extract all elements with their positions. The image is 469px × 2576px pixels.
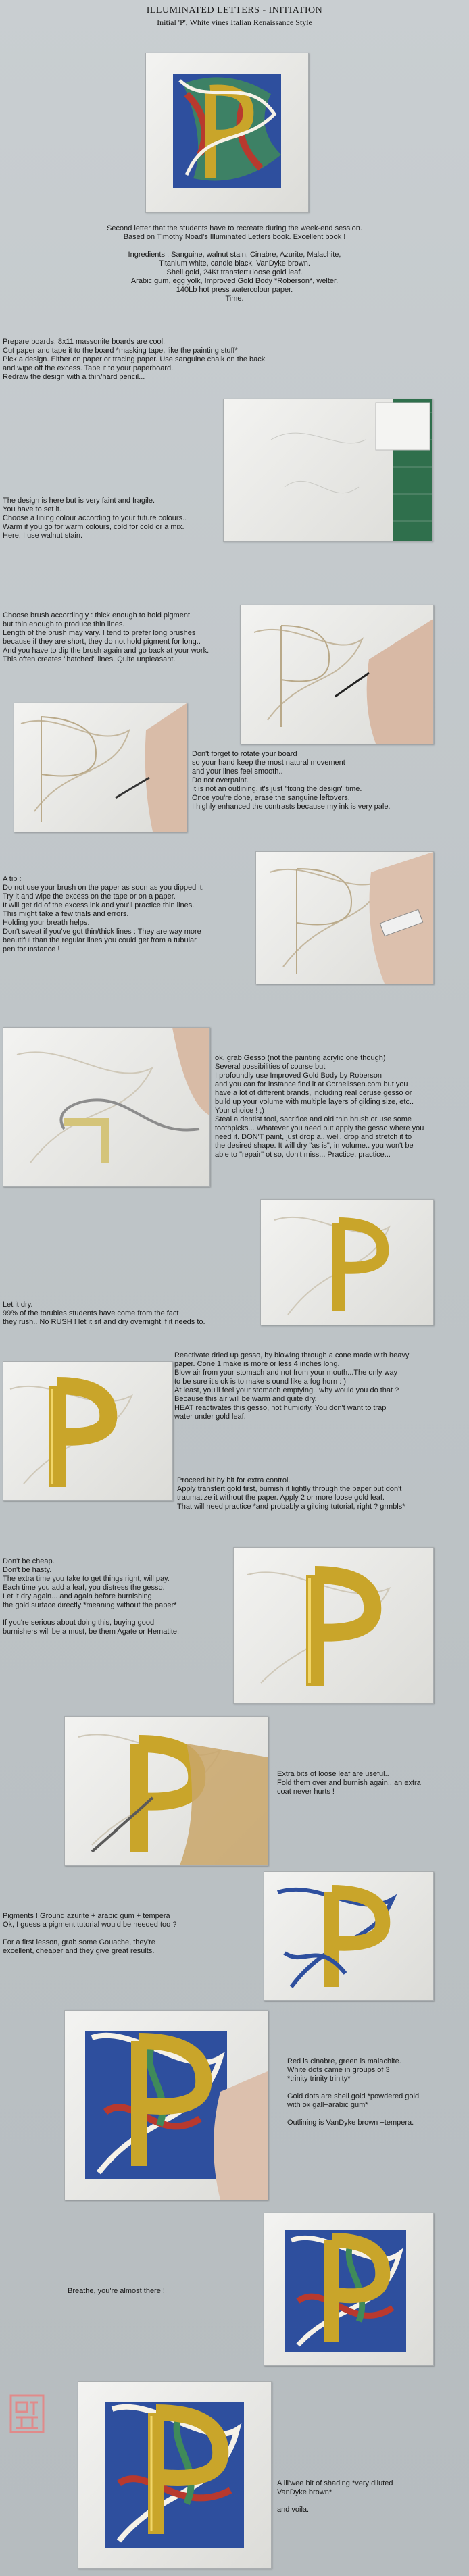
step-3-text: Choose brush accordingly : thick enough to hold pigment but thin enough to produce thin lines. Length of the brush may vary. I tend to prefer long brushes because if they are short, they do not hold pigment for long.. And you have to dip the brush again and go back at your work. This often creates "hatched" lines. Quite unpleasant. <box>3 611 209 663</box>
step-7-text: Let it dry. 99% of the torubles students have come from the fact they rush.. No RUSH ! let it sit and dry overnight if it needs to. <box>3 1300 205 1326</box>
photo-brush-detail <box>14 703 187 832</box>
step-1-text: Prepare boards, 8x11 massonite boards are cool. Cut paper and tape it to the board *masking tape, like the painting stuff* Pick a design. Either on paper or tracing paper. Use sanguine chalk on the back and wipe off the excess. Tape it to your paperboard. Redraw the design with a thin/hard pencil... <box>3 338 266 381</box>
photo-final-letter <box>78 2381 272 2569</box>
photo-erasing <box>255 851 434 984</box>
step-11-text: Extra bits of loose leaf are useful.. Fold them over and burnish again.. an extra coat never hurts ! <box>277 1770 421 1796</box>
step-9-text: Proceed bit by bit for extra control. Apply transfert gold first, burnish it lightly through the paper but don't traumatize it without the paper. Apply 2 or more loose gold leaf. That will need practice *and probably a gilding tutorial, right ? grmbls* <box>177 1476 405 1511</box>
photo-burnishing <box>64 1716 268 1866</box>
step-12-text: Pigments ! Ground azurite + arabic gum + tempera Ok, I guess a pigment tutorial would be needed too ? For a first lesson, grab some Gouache, they're excellent, cheaper and they give great results. <box>3 1912 177 1955</box>
photo-nearly-finished <box>264 2213 434 2366</box>
intro-text: Second letter that the students have to recreate during the week-end session. Based on Timothy Noad's Illuminated Letters book. Excellent book ! Ingredients : Sanguine, walnut stain, Cinabre, Azurite, Malachite, Titanium white, candle black, VanDyke brown. Shell gold, 24Kt transfert+loose gold leaf. Arabic gum, egg yolk, Improved Gold Body *Roberson*, welter. 140Lb hot press watercolour paper. Time. <box>107 224 362 303</box>
photo-gilded-large <box>233 1547 434 1704</box>
photo-finished-letter <box>145 53 309 213</box>
step-6-text: ok, grab Gesso (not the painting acrylic one though) Several possibilities of course but I profoundly use Improved Gold Body by Roberson and you can for instance find it at Cornelissen.com but you have a lot of different brands, including real ceruse gesso or build up your volume with multiple layers of gilding size, etc.. Your choice ! ;) Steal a dentist tool, sacrifice and old thin brush or use some toothpicks... Whatever you need but apply the gesso where you need it. DON'T paint, just drop a.. well, drop and stretch it to the desired shape. It will dry "as is", in volume.. you won't be able to "repair" ot so, don't miss... Practice, practice... <box>215 1054 424 1159</box>
photo-pencil-sketch <box>223 399 433 542</box>
step-13-text: Red is cinabre, green is malachite. White dots came in groups of 3 *trinity trinity trinity* Gold dots are shell gold *powdered gold with ox gall+arabic gum* Outlining is VanDyke brown +tempera. <box>287 2057 420 2127</box>
illuminated-letter-image <box>146 53 308 212</box>
step-5-text: A tip : Do not use your brush on the paper as soon as you dipped it. Try it and wipe the excess on the tape or on a paper. It will get rid of the excess ink and you'll practice thin lines. This might take a few trials and errors. Holding your breath helps. Don't sweat if you've got thin/thick lines : They are way more beautiful than the regular lines you could get from a tubular pen for instance ! <box>3 875 204 953</box>
step-8-text: Reactivate dried up gesso, by blowing through a cone made with heavy paper. Cone 1 make is more or less 4 inches long. Blow air from your stomach and not from your mouth...The only way to be sure it's ok is to make s ound like a fog horn : ) At least, you'll feel your stomach emptying.. why would you do that ? Because this air will be warm and quite dry. HEAT reactivates this gesso, not humidity. You don't want to trap water under gold leaf. <box>174 1351 410 1421</box>
seal-logo-icon <box>7 2392 47 2436</box>
photo-partial-color <box>264 1871 434 2001</box>
step-15-text: A lil'wee bit of shading *very diluted VanDyke brown* and voila. <box>277 2479 393 2514</box>
photo-coloring <box>64 2010 268 2200</box>
step-2-text: The design is here but is very faint and fragile. You have to set it. Choose a lining colour according to your future colours.. Warm if you go for warm colours, cold for cold or a mix. Here, I use walnut stain. <box>3 497 187 540</box>
step-14-text: Breathe, you're almost there ! <box>68 2287 165 2295</box>
photo-gessoed-letter <box>260 1199 434 1325</box>
photo-gesso-tool <box>3 1027 210 1187</box>
step-4-text: Don't forget to rotate your board so your hand keep the most natural movement and your lines feel smooth.. Do not overpaint. It is not an outlining, it's just "fixing the design" time. Once you're done, erase the sanguine leftovers. I highly enhanced the contrasts because my ink is very pale. <box>192 750 391 811</box>
step-10-text: Don't be cheap. Don't be hasty. The extra time you take to get things right, will pay. Each time you add a leaf, you distress the gesso. Let it dry again... and again before burnishing the gold surface directly *meaning without the paper* If you're serious about doing this, buying good burnishers will be a must, be them Agate or Hematite. <box>3 1557 180 1636</box>
photo-gilded-letter <box>3 1361 173 1501</box>
photo-brush-inking <box>240 605 434 744</box>
page-subtitle: Initial 'P', White vines Italian Renaissance Style <box>157 18 312 27</box>
page-title: ILLUMINATED LETTERS - INITIATION <box>146 5 323 16</box>
